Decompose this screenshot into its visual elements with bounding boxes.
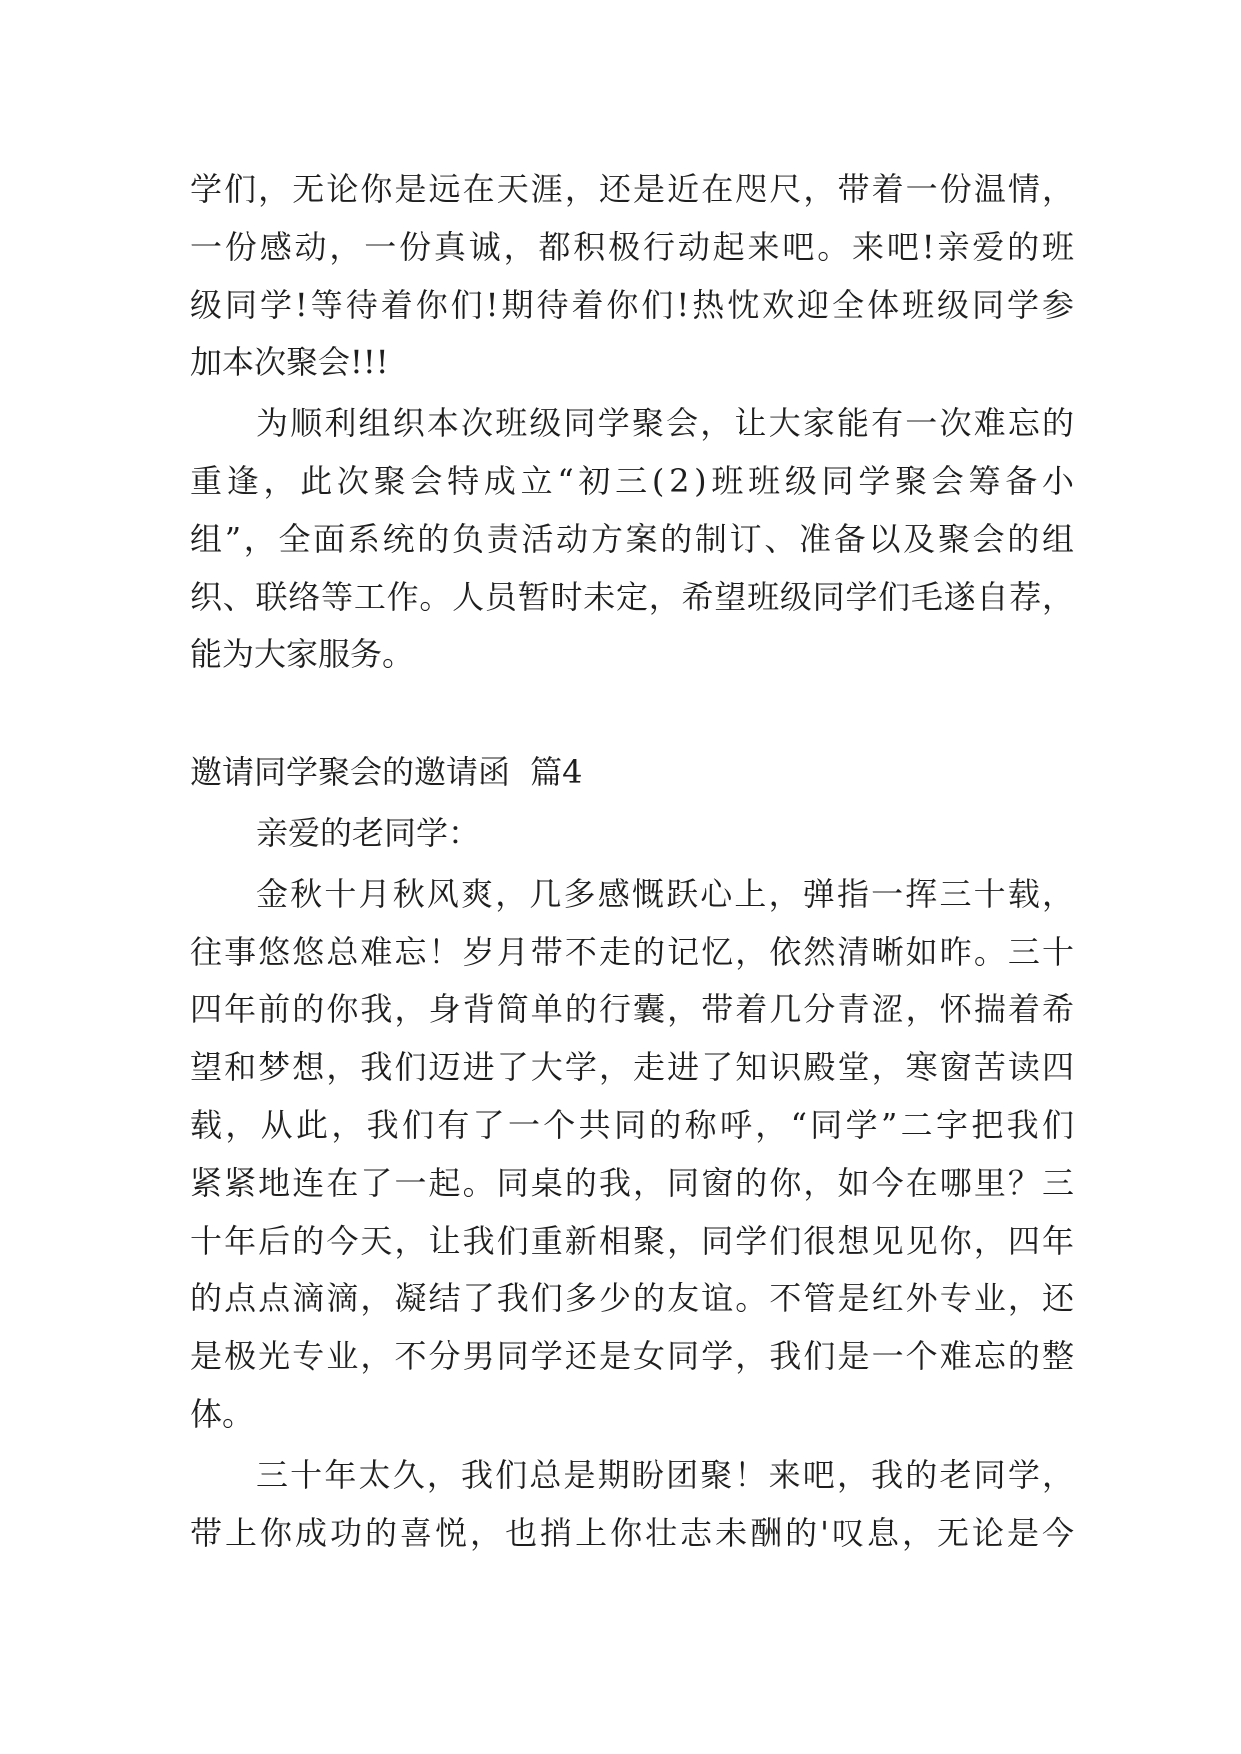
- text-line: 紧紧地连在了一起。同桌的我，同窗的你，如今在哪里？三: [190, 1163, 1077, 1202]
- text-line: 织、联络等工作。人员暂时未定，希望班级同学们毛遂自荐，: [190, 577, 1075, 616]
- text-line: 三十年太久，我们总是期盼团聚！来吧，我的老同学，: [256, 1455, 1077, 1494]
- text-line: 望和梦想，我们迈进了大学，走进了知识殿堂，寒窗苦读四: [190, 1048, 1077, 1087]
- text-line: 组”，全面系统的负责活动方案的制订、准备以及聚会的组: [190, 519, 1077, 558]
- salutation: 亲爱的老同学：: [256, 813, 481, 852]
- text-line: 学们，无论你是远在天涯，还是近在咫尺，带着一份温情，: [190, 170, 1077, 208]
- document-page: [190, 161, 1079, 1562]
- section-heading: 邀请同学聚会的邀请函 篇4: [190, 753, 583, 792]
- text-line: 往事悠悠总难忘！岁月带不走的记忆，依然清晰如昨。三十: [190, 932, 1077, 971]
- text-line: 一份感动，一份真诚，都积极行动起来吧。来吧!亲爱的班: [190, 227, 1077, 266]
- paragraph: [190, 161, 1077, 392]
- paragraph: [190, 866, 1078, 1444]
- text-line: 能为大家服务。: [190, 635, 415, 674]
- text-line: 的点点滴滴，凝结了我们多少的友谊。不管是红外专业，还: [190, 1279, 1077, 1318]
- salutation-paragraph: [190, 805, 1074, 863]
- text-line: 金秋十月秋风爽，几多感慨跃心上，弹指一挥三十载，: [256, 874, 1077, 913]
- text-line: 十年后的今天，让我们重新相聚，同学们很想见见你，四年: [190, 1221, 1077, 1260]
- text-line: 为顺利组织本次班级同学聚会，让大家能有一次难忘的: [256, 404, 1077, 443]
- text-line: 四年前的你我，身背简单的行囊，带着几分青涩，怀揣着希: [190, 990, 1077, 1029]
- text-line: 重逢，此次聚会特成立“初三(2)班班级同学聚会筹备小: [190, 461, 1079, 500]
- text-line: 载，从此，我们有了一个共同的称呼，“同学”二字把我们: [190, 1105, 1078, 1144]
- paragraph: [190, 1447, 1077, 1563]
- text-line: 加本次聚会!!!: [190, 343, 389, 382]
- text-line: 级同学!等待着你们!期待着你们!热忱欢迎全体班级同学参: [190, 285, 1077, 324]
- text-line: 带上你成功的喜悦，也捎上你壮志未酬的'叹息，无论是今: [190, 1513, 1077, 1552]
- paragraph: [190, 395, 1079, 684]
- text-line: 体。: [190, 1394, 255, 1433]
- text-line: 是极光专业，不分男同学还是女同学，我们是一个难忘的整: [190, 1337, 1077, 1376]
